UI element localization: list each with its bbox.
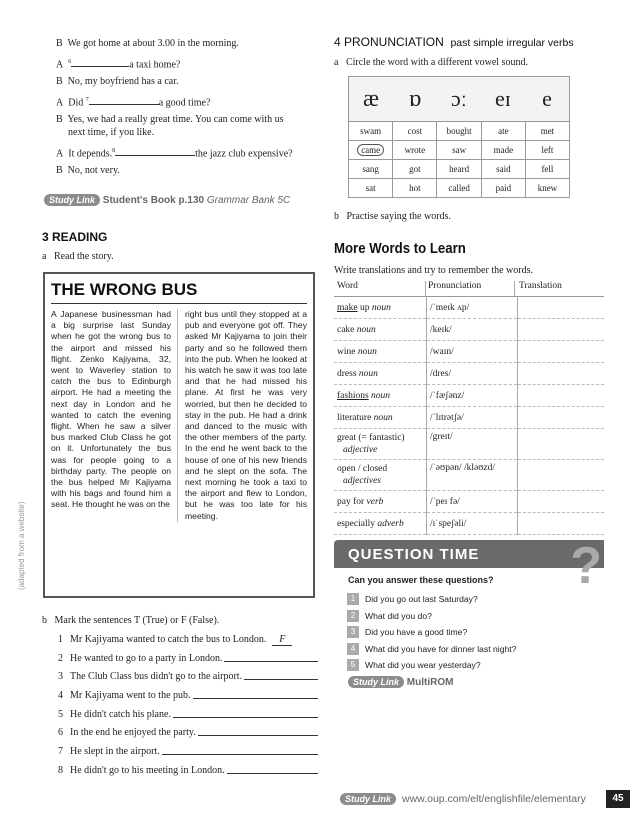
vowel-table (348, 76, 570, 198)
answer-blank[interactable] (193, 689, 318, 699)
translation-field[interactable] (518, 429, 605, 460)
word-cell[interactable]: fell (525, 160, 569, 179)
question-text: What did you do? (365, 610, 432, 621)
horse-icon: ɔː (451, 86, 467, 111)
vocabulary-table (334, 281, 604, 535)
speaker: A (56, 97, 64, 109)
dialogue-text: the jazz club expensive? (195, 148, 293, 160)
question-item (347, 624, 604, 641)
vowel-words (348, 121, 570, 198)
study-link-badge: Study Link (348, 676, 404, 688)
question-item (347, 608, 604, 625)
number-badge: 2 (347, 610, 359, 622)
dialogue-text: a taxi home? (129, 59, 181, 71)
dialogue (56, 37, 316, 183)
vocab-word: literature (337, 412, 372, 423)
pron-instruction-a (334, 56, 528, 69)
dialogue-text: a good time? (158, 97, 211, 109)
study-link-badge: Study Link (340, 793, 396, 805)
speaker: A (56, 59, 64, 71)
translation-field[interactable] (518, 363, 605, 385)
word-cell[interactable] (349, 141, 393, 160)
speaker: A (56, 148, 64, 160)
vocab-rows (334, 297, 604, 535)
study-link-text: Student's Book p.130 (102, 195, 205, 206)
statement-text: The Club Class bus didn't go to the airport. (70, 671, 243, 683)
clock-icon: ɒ (408, 85, 422, 112)
statement-number: 6 (58, 727, 63, 739)
col-header-translation: Translation (514, 281, 604, 296)
speaker: B (56, 38, 63, 49)
vocab-row (334, 513, 604, 535)
question-list (334, 591, 604, 674)
question-time-banner (334, 540, 604, 568)
gap-number: 7 (85, 97, 89, 103)
translation-field[interactable] (518, 460, 605, 491)
statement-number: 5 (58, 708, 63, 720)
translation-field[interactable] (518, 385, 605, 407)
question-text: Did you have a good time? (365, 627, 468, 638)
word-cell[interactable]: ate (481, 122, 525, 141)
word-cell[interactable]: bought (437, 122, 481, 141)
statement-row (58, 764, 318, 783)
translation-field[interactable] (518, 513, 605, 535)
vocab-word: cake (337, 324, 355, 335)
statement-list (58, 633, 318, 783)
part-of-speech: noun (373, 412, 393, 423)
answer-blank[interactable] (115, 146, 195, 156)
instruction-text: Mark the sentences T (True) or F (False). (54, 615, 220, 626)
answer-blank[interactable] (173, 708, 318, 718)
statement-text: He wanted to go to a party in London. (70, 652, 223, 664)
question-item (347, 657, 604, 674)
study-link-italic: Grammar Bank 5C (206, 195, 291, 206)
part-of-speech: noun (356, 324, 376, 335)
word-cell[interactable]: met (525, 122, 569, 141)
word-cell[interactable]: sat (349, 179, 393, 198)
statement-number: 2 (58, 652, 63, 664)
question-text: What did you have for dinner last night? (365, 643, 517, 654)
question-item (347, 591, 604, 608)
dialogue-line (56, 56, 316, 75)
reading-instruction-b (42, 614, 219, 627)
part-of-speech: noun (357, 346, 377, 357)
word-cell[interactable]: called (437, 179, 481, 198)
study-link-multirom[interactable] (348, 676, 453, 688)
vocab-row (334, 341, 604, 363)
train-icon: eɪ (495, 86, 511, 111)
part-of-speech: adjective (343, 445, 378, 455)
statement-text: Mr Kajiyama went to the pub. (70, 690, 191, 702)
number-badge: 1 (347, 593, 359, 605)
phonetic: /ˈpeɪ fə/ (427, 491, 518, 513)
vocab-row (334, 429, 604, 460)
word-cell[interactable]: cost (393, 122, 437, 141)
words-heading: More Words to Learn (334, 240, 466, 257)
phonetic: /ɪˈspeʃəli/ (427, 513, 518, 535)
speaker: B (56, 165, 63, 176)
pronunciation-heading (334, 35, 574, 49)
item-label: b (42, 615, 47, 626)
vocab-word: wine (337, 346, 356, 357)
gap-number: 6 (68, 59, 72, 65)
statement-row (58, 745, 318, 764)
answer-blank[interactable] (244, 670, 318, 680)
translation-field[interactable] (518, 341, 605, 363)
item-label: b (334, 211, 339, 222)
speaker: B (56, 114, 63, 125)
word-cell[interactable]: sang (349, 160, 393, 179)
dialogue-text: Did (68, 97, 84, 109)
statement-text: He didn't catch his plane. (70, 708, 171, 720)
question-text: Did you go out last Saturday? (365, 594, 478, 605)
dialogue-text: next time, if you like. (68, 127, 155, 138)
instruction-text: Circle the word with a different vowel sound. (345, 57, 528, 68)
vocab-row (334, 385, 604, 407)
word-cell[interactable]: made (481, 141, 525, 160)
vocab-row (334, 460, 604, 491)
answer-blank[interactable] (224, 652, 318, 662)
vowel-row (349, 179, 570, 198)
dialogue-text: Yes, we had a really great time. You can come with us (67, 114, 284, 125)
part-of-speech: noun (371, 302, 391, 313)
col-header-pronunciation: Pronunciation (425, 281, 514, 296)
part-of-speech: noun (371, 390, 391, 401)
statement-text: He slept in the airport. (70, 746, 160, 758)
section-title: 4 PRONUNCIATION (334, 35, 444, 49)
translation-field[interactable] (518, 297, 605, 319)
dialogue-line (56, 37, 316, 56)
part-of-speech: adjectives (343, 476, 381, 486)
answer-blank[interactable] (227, 764, 318, 774)
word-cell[interactable]: hot (393, 179, 437, 198)
footer-url[interactable]: www.oup.com/elt/englishfile/elementary (402, 793, 586, 805)
story-column-2: right bus until they stopped at a pub and everyone got off. They asked Mr Kajiyama to join their party and so he followed them into the pub. When he looked at his watch he saw it was too late and that he had missed his plane. At first he was very worried, but then he decided to stay in the pub. He had a drink and danced to the music with the other members of the party. In the end he went back to the house of one of his new friends and he slept on the sofa. The next morning he took a taxi to the airport and flew to London, but he was too late for his meeting. (185, 309, 307, 521)
phonetic: /waɪn/ (427, 341, 518, 363)
section-subtitle: past simple irregular verbs (450, 37, 574, 49)
answer-blank[interactable] (162, 745, 318, 755)
vowel-row (349, 141, 570, 160)
words-instruction: Write translations and try to remember the words. (334, 265, 533, 276)
word-cell[interactable]: saw (437, 141, 481, 160)
word-cell[interactable]: swam (349, 122, 393, 141)
reading-instruction-a (42, 250, 114, 263)
phonetic: /ˈəʊpən/ /kləʊzd/ (427, 460, 518, 491)
dialogue-text: No, my boyfriend has a car. (67, 76, 179, 87)
phonetic: /keɪk/ (427, 319, 518, 341)
translation-field[interactable] (518, 407, 605, 429)
word-cell[interactable]: paid (481, 179, 525, 198)
dialogue-line (56, 94, 316, 113)
number-badge: 4 (347, 643, 359, 655)
translation-field[interactable] (518, 491, 605, 513)
statement-text: In the end he enjoyed the party. (70, 727, 196, 739)
dialogue-line (56, 164, 316, 183)
statement-number: 3 (58, 671, 63, 683)
vocab-word: fashions (337, 390, 369, 401)
statement-row (58, 670, 318, 689)
circled-word: came (357, 144, 384, 156)
page-number: 45 (606, 790, 630, 808)
statement-text: Mr Kajiyama wanted to catch the bus to London. (70, 634, 267, 645)
statement-number: 7 (58, 746, 63, 758)
phonetic: /greɪt/ (427, 429, 518, 460)
answer-blank[interactable]: F (272, 633, 292, 646)
study-link-grammar[interactable] (44, 194, 290, 206)
number-badge: 3 (347, 626, 359, 638)
vocab-word: pay for (337, 496, 365, 507)
dialogue-text: It depends. (68, 148, 113, 160)
source-note: (adapted from a website) (17, 501, 26, 590)
phonetic: /ˈfæʃənz/ (427, 385, 518, 407)
study-link-text: MultiROM (406, 677, 454, 688)
item-label: a (42, 251, 47, 262)
vowel-row (349, 160, 570, 179)
banner-title: QUESTION TIME (348, 545, 480, 563)
story-title: THE WRONG BUS (51, 280, 307, 304)
vocab-row (334, 407, 604, 429)
dialogue-text: No, not very. (67, 165, 120, 176)
statement-number: 1 (58, 634, 63, 645)
pron-instruction-b (334, 210, 451, 223)
story-column-1: A Japanese businessman had a big surprise last Sunday when he got the wrong bus to the airport and missed his flight. Zenko Kajiyama, 32, went to Waverley station to catch the bus to Edinburgh airport. He had a meeting the next day in London and he wanted to catch the evening flight. When he saw a silver bus marked Club Class he got on it. Unfortunately the bus was for people going to a birthday party. The people on the bus helped Mr Kajiyama with his bags and found him a seat. He thought he was on the (51, 309, 178, 522)
statement-number: 4 (58, 690, 63, 702)
statement-number: 8 (58, 764, 63, 776)
study-link-badge: Study Link (44, 194, 100, 206)
vocab-header (334, 281, 604, 297)
vocab-word: dress (337, 368, 357, 379)
word-cell[interactable]: wrote (393, 141, 437, 160)
statement-row (58, 708, 318, 727)
vowel-symbols (348, 76, 570, 121)
item-label: a (334, 57, 339, 68)
translation-field[interactable] (518, 319, 605, 341)
part-of-speech: adverb (377, 518, 404, 529)
vocab-word: great (= fantastic) (337, 433, 405, 443)
story-box (43, 272, 315, 598)
instruction-text: Practise saying the words. (346, 211, 451, 222)
phonetic: /ˈlɪtrətʃə/ (427, 407, 518, 429)
speaker: B (56, 76, 63, 87)
footer-link[interactable] (340, 793, 586, 805)
col-header-word: Word (337, 281, 358, 291)
vocab-row (334, 491, 604, 513)
instruction-text: Read the story. (53, 251, 114, 262)
question-prompt: Can you answer these questions? (348, 575, 494, 585)
cat-icon: æ (362, 85, 379, 112)
word-cell[interactable]: heard (437, 160, 481, 179)
question-text: What did you wear yesterday? (365, 660, 481, 671)
statement-row (58, 726, 318, 745)
word-cell[interactable]: said (481, 160, 525, 179)
answer-blank[interactable] (198, 726, 318, 736)
word-cell[interactable]: got (393, 160, 437, 179)
egg-icon: e (542, 86, 552, 111)
word-cell[interactable]: left (525, 141, 569, 160)
part-of-speech: noun (358, 368, 378, 379)
vocab-row (334, 363, 604, 385)
vocab-word: open / closed (337, 464, 388, 474)
answer-blank[interactable] (71, 57, 129, 67)
statement-text: He didn't go to his meeting in London. (70, 764, 225, 776)
answer-blank[interactable] (89, 95, 159, 105)
vocab-row: make up noun /ˈmeɪk ʌp/ (334, 297, 604, 319)
reading-heading: 3 READING (42, 230, 108, 244)
word-cell[interactable]: knew (525, 179, 569, 198)
phonetic: /ˈmeɪk ʌp/ (427, 297, 518, 319)
dialogue-line (56, 75, 316, 94)
gap-number: 8 (112, 148, 116, 154)
statement-row (58, 633, 318, 652)
vocab-row (334, 319, 604, 341)
statement-row (58, 689, 318, 708)
dialogue-line (56, 145, 316, 164)
vocab-word: especially (337, 518, 375, 529)
vocab-word: make (337, 302, 358, 313)
part-of-speech: verb (366, 496, 384, 507)
dialogue-text: We got home at about 3.00 in the morning. (67, 38, 239, 49)
phonetic: /dres/ (427, 363, 518, 385)
question-mark-icon: ? (570, 537, 602, 595)
question-item (347, 641, 604, 658)
statement-row (58, 652, 318, 671)
number-badge: 5 (347, 659, 359, 671)
vowel-row (349, 122, 570, 141)
dialogue-line (56, 113, 316, 145)
